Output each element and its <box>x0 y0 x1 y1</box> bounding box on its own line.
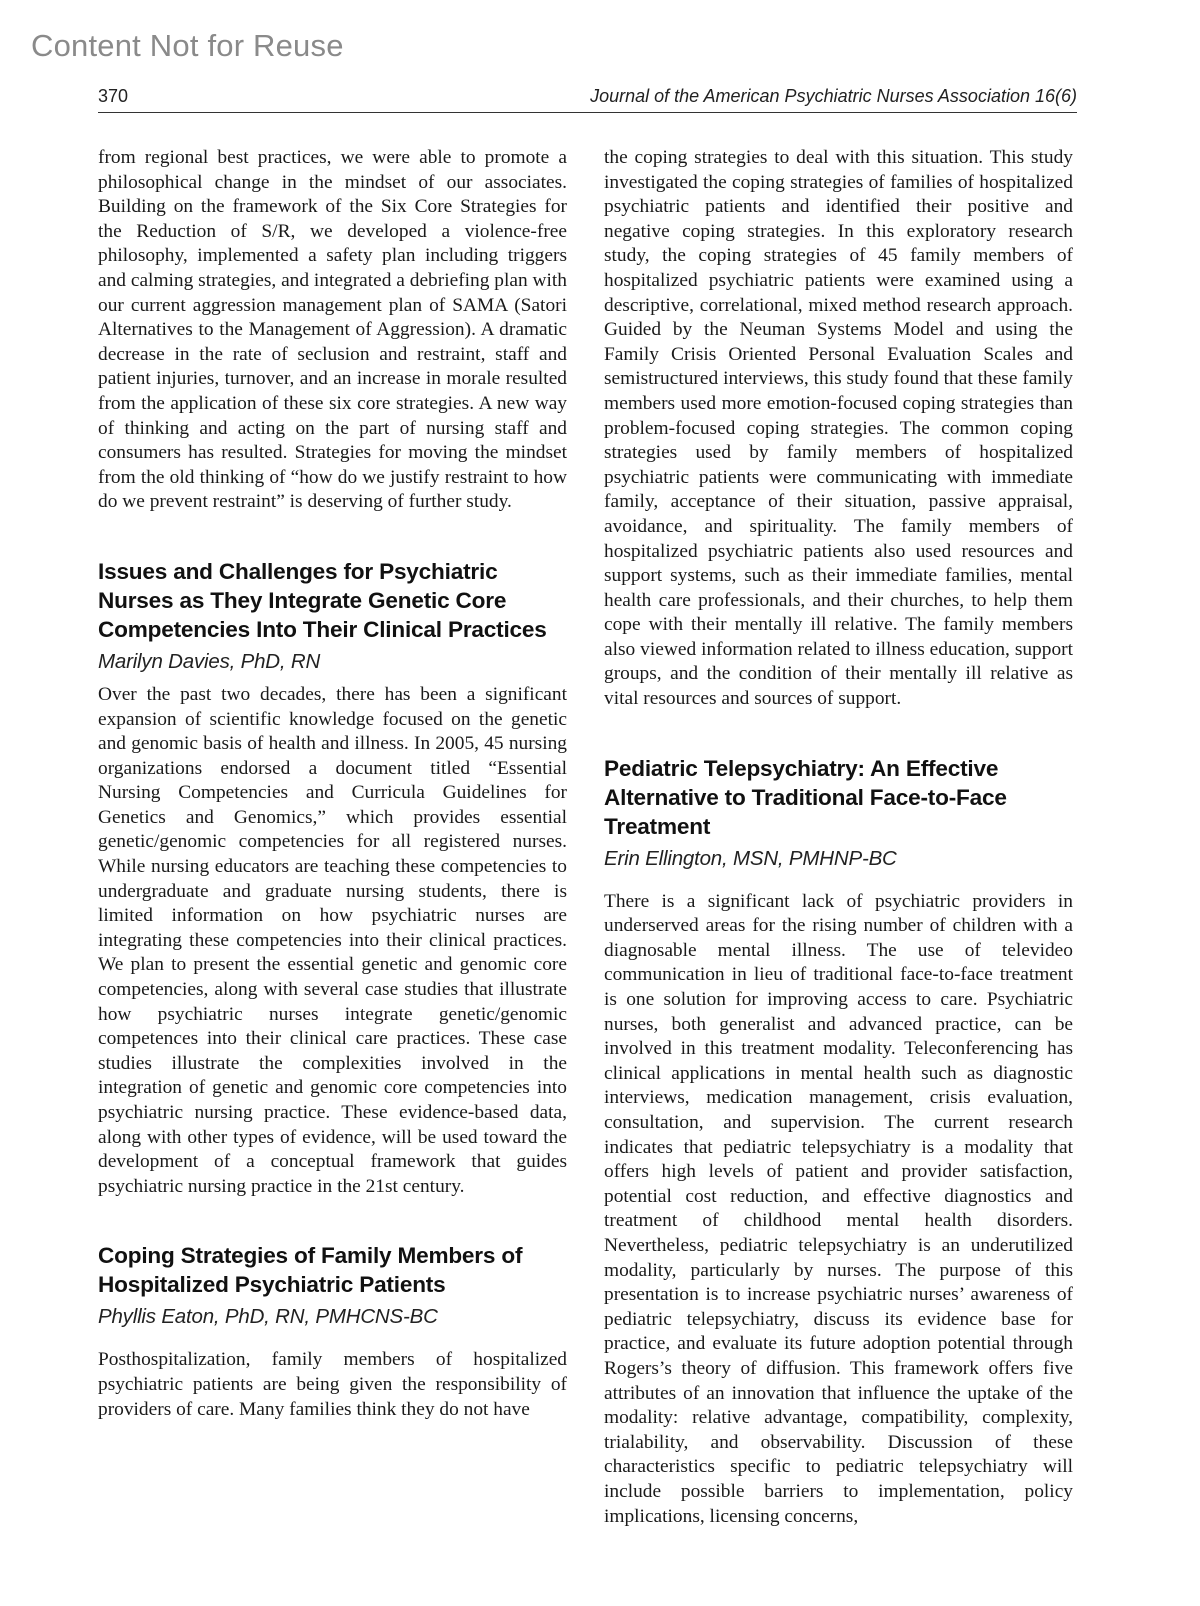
telepsychiatry-article-body: There is a significant lack of psychiatric providers in underserved areas for the rising number of children with a diagnosable mental illness. The use of televideo communication in lieu of traditional face-to-face treatment is one solution for improving access to care. Psychiatric nurses, both generalist and advanced practice, can be involved in this treatment modality. Teleconferencing has clinical applications in mental health such as diagnostic interviews, medication management, crisis evaluation, consultation, and supervision. The current research indicates that pediatric telepsychiatry is a modality that offers high levels of patient and provider satisfaction, potential cost reduction, and effective diagnostics and treatment of childhood mental health disorders. Nevertheless, pediatric telepsychiatry is an underutilized modality, particularly by nurses. The purpose of this presentation is to increase psychiatric nurses’ awareness of pediatric telepsychiatry, discuss its evidence base for practice, and evaluate its future adoption potential through Rogers’s theory of diffusion. This framework offers five attributes of an innovation that influence the uptake of the modality: relative advantage, compatibility, complexity, trialability, and observability. Discussion of these characteristics specific to pediatric telepsychiatry will include possible barriers to implementation, policy implications, licensing concerns, <box>604 890 1073 1527</box>
page-number: 370 <box>98 86 129 106</box>
genetics-article-body: Over the past two decades, there has been a significant expansion of scientific knowledge focused on the genetic and genomic basis of health and illness. In 2005, 45 nursing organizations endorsed a document titled “Essential Nursing Competencies and Curricula Guidelines for Genetics and Genomics,” which provides essential genetic/genomic competencies for all registered nurses. While nursing educators are teaching these competencies to undergraduate and graduate nursing students, there is limited information on how psychiatric nurses are integrating these competencies into their clinical practices. We plan to present the essential genetic and genomic core competencies, along with several case studies that illustrate how psychiatric nurses integrate genetic/genomic competences into their clinical care practices. These case studies illustrate the complexities involved in the integration of genetic and genomic core competencies into psychiatric nursing practice. These evidence-based data, along with other types of evidence, will be used toward the development of a conceptual framework that guides psychiatric nursing practice in the 21st century. <box>98 683 567 1197</box>
telepsychiatry-article-title: Pediatric Telepsychiatry: An Effective Alternative to Traditional Face-to-Face Treatment <box>604 755 1007 839</box>
right-column <box>604 146 1073 1529</box>
journal-title: Journal of the American Psychiatric Nurses Association 16(6) <box>590 86 1077 106</box>
left-column <box>98 146 567 1422</box>
coping-article-author: Phyllis Eaton, PhD, RN, PMHCNS-BC <box>98 1305 438 1329</box>
coping-article-continued: the coping strategies to deal with this situation. This study investigated the coping strategies of families of hospitalized psychiatric patients and identified their positive and negative coping strategies. In this exploratory research study, the coping strategies of 45 family members of hospitalized psychiatric patients were examined using a descriptive, correlational, mixed method research approach. Guided by the Neuman Systems Model and using the Family Crisis Oriented Personal Evaluation Scales and semistructured interviews, this study found that these family members used more emotion-focused coping strategies than problem-focused coping strategies. The common coping strategies used by family members of hospitalized psychiatric patients were communicating with immediate family, acceptance of their situation, passive appraisal, avoidance, and spirituality. The family members of hospitalized psychiatric patients also used resources and support systems, such as their immediate families, mental health care professionals, and their churches, to help them cope with their mentally ill relative. The family members also viewed information related to illness education, support groups, and the condition of their mentally ill relative as vital resources and sources of support. <box>604 147 1073 710</box>
genetics-article-title: Issues and Challenges for Psychiatric Nurses as They Integrate Genetic Core Competencies Into Their Clinical Practices <box>98 558 547 642</box>
coping-article-body: Posthospitalization, family members of hospitalized psychiatric patients are being given the responsibility of providers of care. Many families think they do not have <box>98 1349 567 1420</box>
running-head <box>98 80 1077 113</box>
telepsychiatry-article-author: Erin Ellington, MSN, PMHNP-BC <box>604 846 897 870</box>
watermark: Content Not for Reuse <box>31 28 344 63</box>
intro-paragraph: from regional best practices, we were able to promote a philosophical change in the mindset of our associates. Building on the framework of the Six Core Strategies for the Reduction of S/R, we developed a violence-free philosophy, implemented a safety plan including triggers and calming strategies, and integrated a debriefing plan with our current aggression management plan of SAMA (Satori Alternatives to the Management of Aggression). A dramatic decrease in the rate of seclusion and restraint, staff and patient injuries, turnover, and an increase in morale resulted from the application of these six core strategies. A new way of thinking and acting on the part of nursing staff and consumers has resulted. Strategies for moving the mindset from the old thinking of “how do we justify restraint to how do we prevent restraint” is deserving of further study. <box>98 147 567 513</box>
genetics-article-author: Marilyn Davies, PhD, RN <box>98 649 321 673</box>
coping-article-title: Coping Strategies of Family Members of Hospitalized Psychiatric Patients <box>98 1243 523 1298</box>
